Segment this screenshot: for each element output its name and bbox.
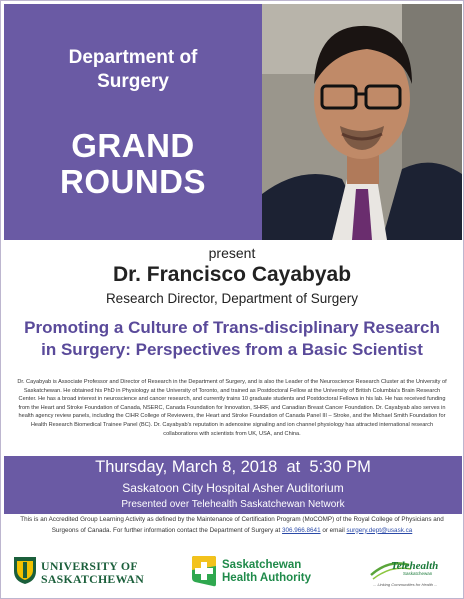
speaker-role: Research Director, Department of Surgery xyxy=(105,291,359,306)
speaker-photo xyxy=(262,4,462,240)
university-logo xyxy=(13,555,163,589)
accreditation-note xyxy=(7,515,457,536)
sha-line-2: Health Authority xyxy=(222,572,312,584)
telehealth-tagline: ... Linking Communities for Health ... xyxy=(373,582,438,587)
event-venue: Saskatoon City Hospital Asher Auditorium xyxy=(122,481,344,495)
speaker-name: Dr. Francisco Cayabyab xyxy=(112,263,352,286)
speaker-bio: Dr. Cayabyab is Associate Professor and Director of Research in the Department of Surgery, and is also the Leader of the Neuroscience Research Cluster at the University of Saskatchewan. He obtained his PhD in Physiology at the University of Toronto, and trained as Postdoctoral Fellow at the University of British Columbia's Brain Research Center. He has a broad interest in neuroscience and cancer research, and currently trains 10 graduate students and Postdoctoral Fellows in his lab. He has received funding from the Heart and Stroke Foundation of Canada, NSERC, Canada Foundation for Innovation, SHRF, and Canadian Breast Cancer Foundation. Dr. Cayabyab also serves in health agency review panels, including the CIHR College of Reviewers, the Heart and Stroke Foundation of Canada Panel III – Stroke, and the Michael Smith Foundation for Health Research Biomedical Trainee Panel (BC). Dr. Cayabyab's reputation in adenosine signaling and ion channel physiology has attracted international research collaborations with scientists from UK, USA, and China. xyxy=(17,379,447,437)
telehealth-note: Presented over Telehealth Saskatchewan Network xyxy=(121,499,345,510)
event-details-band xyxy=(4,456,462,514)
health-authority-logo xyxy=(191,554,351,590)
university-line-2: SASKATCHEWAN xyxy=(41,571,145,586)
phone-link[interactable]: 306.966.8641 xyxy=(282,526,321,534)
sha-line-1: Saskatchewan xyxy=(222,559,302,571)
shield-icon xyxy=(13,556,37,585)
telehealth-sub: Saskatchewan xyxy=(403,571,433,576)
talk-title: Promoting a Culture of Trans-disciplinary Research in Surgery: Perspectives from a Basic Scientist xyxy=(24,318,440,359)
present-label: present xyxy=(208,245,256,261)
accreditation-text: This is an Accredited Group Learning Activity as defined by the Maintenance of Certification Program (MoCOMP) of the Royal College of Physicians and Surgeons of Canada. For further information contact the Department of Surgery at xyxy=(20,516,444,534)
series-title: GRAND ROUNDS xyxy=(59,127,206,200)
department-name: Department of Surgery xyxy=(68,47,198,92)
telehealth-logo xyxy=(369,555,459,591)
or-email-text: or email xyxy=(322,526,345,534)
university-line-1: UNIVERSITY OF xyxy=(41,559,138,573)
email-link[interactable]: surgery.dept@usask.ca xyxy=(346,526,413,534)
cross-icon xyxy=(191,554,217,588)
title-banner xyxy=(4,4,262,240)
telehealth-name: Telehealth xyxy=(391,560,439,572)
event-datetime: Thursday, March 8, 2018 at 5:30 PM xyxy=(95,458,371,476)
